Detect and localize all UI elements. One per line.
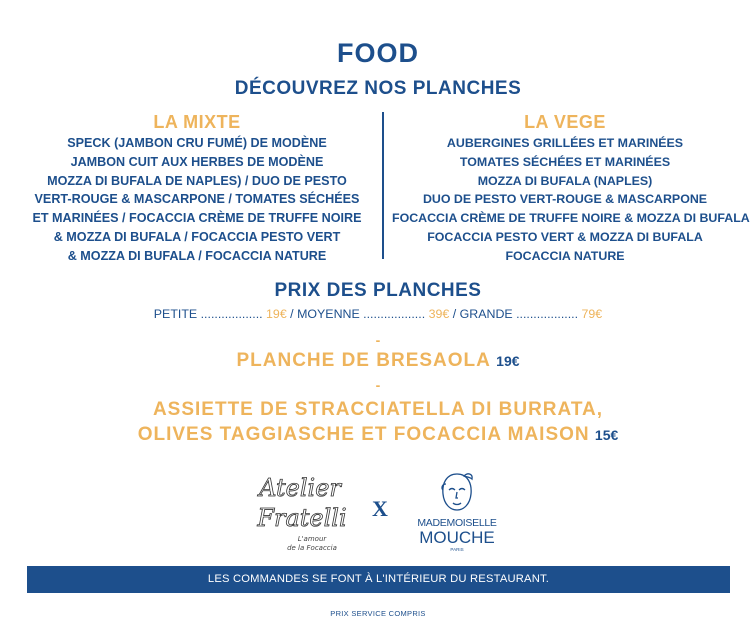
moyenne-label: MOYENNE .................. <box>297 307 426 321</box>
separator-dash: - <box>375 377 381 393</box>
mixte-item: SPECK (JAMBON CRU FUMÉ) DE MODÈNE <box>67 136 327 150</box>
collab-x: X <box>372 496 388 521</box>
atelier-logo-line2: Fratelli <box>257 504 347 532</box>
separator-dash: - <box>375 332 381 348</box>
atelier-fratelli-logo <box>250 470 350 554</box>
mixte-item: MOZZA DI BUFALA DE NAPLES) / DUO DE PESTO <box>47 173 347 188</box>
burrata-price: 15€ <box>594 427 619 443</box>
vege-item: MOZZA DI BUFALA (NAPLES) <box>477 173 653 188</box>
mademoiselle-mouche-logo <box>412 466 502 556</box>
prix-title: PRIX DES PLANCHES <box>274 280 482 301</box>
mixte-item: ET MARINÉES / FOCACCIA CRÈME DE TRUFFE NOIRE <box>32 211 362 226</box>
petite-label: PETITE .................. <box>153 307 263 321</box>
mouche-logo-line1: MADEMOISELLE <box>417 517 497 529</box>
vege-item: FOCACCIA NATURE <box>505 248 625 263</box>
mixte-item: & MOZZA DI BUFALA / FOCACCIA PESTO VERT <box>53 229 341 244</box>
mouche-logo-line3: PARIS <box>450 547 464 552</box>
order-banner: LES COMMANDES SE FONT À L'INTÉRIEUR DU RESTAURANT. <box>27 566 730 593</box>
page-subtitle: DÉCOUVREZ NOS PLANCHES <box>234 78 522 99</box>
bresaola-price: 19€ <box>496 353 520 369</box>
vege-column <box>392 112 750 266</box>
atelier-logo-line1: Atelier <box>259 474 341 502</box>
mouche-logo-line2: MOUCHE <box>419 528 495 547</box>
mixte-item: JAMBON CUIT AUX HERBES DE MODÈNE <box>70 154 324 169</box>
grande-price: 79€ <box>581 307 603 321</box>
price-list <box>0 307 756 321</box>
burrata-line-1 <box>0 399 756 421</box>
vege-item: AUBERGINES GRILLÉES ET MARINÉES <box>446 136 684 150</box>
price-slash: / <box>452 307 457 321</box>
vege-title: LA VEGE <box>524 112 606 132</box>
burrata-name-1: ASSIETTE DE STRACCIATELLA DI BURRATA, <box>152 399 604 420</box>
petite-price: 19€ <box>266 307 287 321</box>
burrata-line-2 <box>0 424 756 446</box>
burrata-name-2: OLIVES TAGGIASCHE ET FOCACCIA MAISON <box>137 424 590 445</box>
bresaola-line <box>0 350 756 372</box>
vege-item: FOCACCIA PESTO VERT & MOZZA DI BUFALA <box>427 229 703 244</box>
service-note: PRIX SERVICE COMPRIS <box>330 609 426 618</box>
vege-item: TOMATES SÉCHÉES ET MARINÉES <box>459 154 671 169</box>
mixte-item: & MOZZA DI BUFALA / FOCACCIA NATURE <box>67 248 327 263</box>
mixte-title: LA MIXTE <box>153 112 241 132</box>
page-title: FOOD <box>337 38 419 68</box>
face-illustration-icon <box>442 474 472 510</box>
vege-item: DUO DE PESTO VERT-ROUGE & MASCARPONE <box>422 192 708 207</box>
atelier-logo-tagline1: L'amour <box>297 535 327 543</box>
mixte-column <box>22 112 372 266</box>
column-divider <box>382 112 384 259</box>
moyenne-price: 39€ <box>428 307 450 321</box>
vege-item: FOCACCIA CRÈME DE TRUFFE NOIRE & MOZZA DI BUFALA <box>392 211 750 226</box>
bresaola-name: PLANCHE DE BRESAOLA <box>236 350 491 371</box>
price-slash: / <box>290 307 294 321</box>
atelier-logo-tagline2: de la Focaccia <box>287 544 337 552</box>
mixte-item: VERT-ROUGE & MASCARPONE / TOMATES SÉCHÉES <box>34 192 360 207</box>
grande-label: GRANDE .................. <box>459 307 579 321</box>
